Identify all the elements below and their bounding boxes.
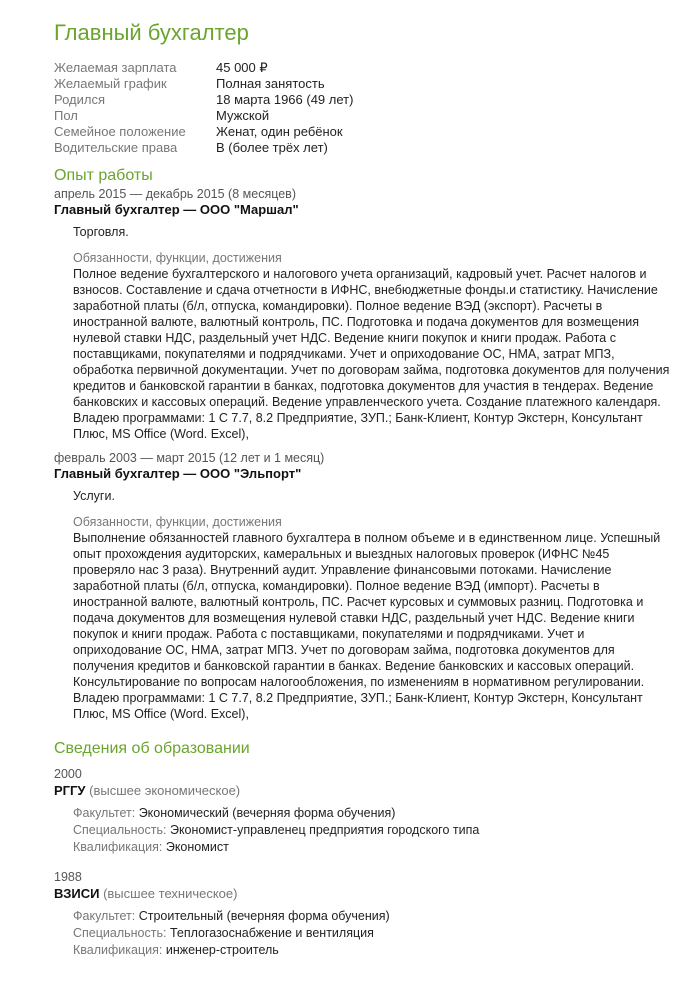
- degree-type: (высшее техническое): [103, 886, 238, 901]
- education-institution: [54, 885, 670, 902]
- detail-value: Строительный (вечерняя форма обучения): [138, 909, 390, 923]
- detail-key: Специальность:: [73, 823, 167, 837]
- info-value: B (более трёх лет): [216, 140, 328, 155]
- detail-key: Специальность:: [73, 926, 167, 940]
- personal-info-table: [54, 60, 353, 156]
- info-value: 45 000 ₽: [216, 60, 268, 75]
- institution-name: РГГУ: [54, 783, 86, 798]
- education-detail: [73, 822, 670, 839]
- institution-name: ВЗИСИ: [54, 886, 100, 901]
- job-entry: [54, 450, 670, 722]
- job-title: Главный бухгалтер — ООО "Эльпорт": [54, 466, 302, 481]
- job-body: [54, 224, 670, 442]
- responsibilities-text: Полное ведение бухгалтерского и налогового учета организаций, кадровый учет. Расчет налогов и взносов. Составление и сдача отчетности в ИФНС, внебюджетные фонды.и статистику. Начисление заработной платы (б/л, отпуска, командировки). Полное ведение ВЭД (экспорт). Расчеты в иностранной валюте, валютный контроль, ПС. Подготовка и подача документов для возмещения нулевой ставки НДС, раздельный учет НДС. Ведение книги покупок и книги продаж. Работа с поставщиками, покупателями и подрядчиками. Учет и оприходование ОС, НМА, затрат МПЗ, обработка первичной документации. Учет по договорам займа, подготовка документов для получения кредитов и банковской гарантии в банках, подготовка документов для участия в тендерах. Ведение банковских и кассовых операций. Ведение управленческого учета. Создание платежного календаря. Владею программами: 1 С 7.7, 8.2 Предприятие, ЗУП.; Банк-Клиент, Контур Экстерн, Консультант Плюс, MS Office (Word. Excel),: [73, 267, 670, 441]
- education-detail: [73, 942, 670, 959]
- responsibilities-heading: Обязанности, функции, достижения: [73, 251, 282, 265]
- detail-key: Квалификация:: [73, 840, 163, 854]
- job-industry: Торговля.: [73, 225, 129, 239]
- detail-value: инженер-строитель: [165, 943, 279, 957]
- info-value: Полная занятость: [216, 76, 325, 91]
- detail-key: Факультет:: [73, 909, 136, 923]
- experience-heading: Опыт работы: [54, 167, 153, 184]
- info-row: [54, 140, 353, 156]
- info-key: Семейное положение: [54, 124, 186, 139]
- education-detail: [73, 925, 670, 942]
- info-key: Родился: [54, 92, 106, 107]
- info-value: Женат, один ребёнок: [216, 124, 343, 139]
- info-value: Мужской: [216, 108, 270, 123]
- info-row: [54, 92, 353, 108]
- detail-value: Экономист: [165, 840, 229, 854]
- education-year: 1988: [54, 870, 82, 884]
- job-period: февраль 2003 — март 2015 (12 лет и 1 месяц): [54, 451, 325, 465]
- job-body: [54, 488, 670, 722]
- info-value: 18 марта 1966 (49 лет): [216, 92, 354, 107]
- education-section: [54, 739, 670, 959]
- info-key: Пол: [54, 108, 78, 123]
- education-heading: Сведения об образовании: [54, 740, 250, 757]
- education-entry: [54, 766, 670, 856]
- education-details: [54, 908, 670, 959]
- education-institution: [54, 782, 670, 799]
- education-detail: [73, 805, 670, 822]
- info-row: [54, 76, 353, 92]
- experience-section: [54, 166, 670, 722]
- education-detail: [73, 839, 670, 856]
- job-entry: [54, 186, 670, 442]
- resume-title: Главный бухгалтер: [54, 20, 249, 45]
- education-entry: [54, 869, 670, 959]
- education-detail: [73, 908, 670, 925]
- job-title: Главный бухгалтер — ООО "Маршал": [54, 202, 299, 217]
- detail-value: Экономист-управленец предприятия городского типа: [169, 823, 480, 837]
- responsibilities-heading: Обязанности, функции, достижения: [73, 515, 282, 529]
- detail-key: Квалификация:: [73, 943, 163, 957]
- education-details: [54, 805, 670, 856]
- info-key: Водительские права: [54, 140, 178, 155]
- detail-value: Экономический (вечерняя форма обучения): [138, 806, 396, 820]
- info-key: Желаемый график: [54, 76, 167, 91]
- info-key: Желаемая зарплата: [54, 60, 177, 75]
- detail-value: Теплогазоснабжение и вентиляция: [169, 926, 374, 940]
- job-industry: Услуги.: [73, 489, 115, 503]
- degree-type: (высшее экономическое): [89, 783, 241, 798]
- info-row: [54, 108, 353, 124]
- info-row: [54, 60, 353, 76]
- job-period: апрель 2015 — декабрь 2015 (8 месяцев): [54, 187, 296, 201]
- info-row: [54, 124, 353, 140]
- responsibilities-text: Выполнение обязанностей главного бухгалтера в полном объеме и в единственном лице. Успешный опыт прохождения аудиторских, камеральных и выездных налоговых проверок (ИФНС №45 проверяло нас 3 раза). Внутренний аудит. Управление финансовыми потоками. Начисление заработной платы (б/л, отпуска, командировки). Полное ведение ВЭД (импорт). Расчеты в иностранной валюте, валютный контроль, ПС. Расчет курсовых и суммовых разниц. Подготовка и подача документов для возмещения нулевой ставки НДС, раздельный учет НДС. Ведение книги покупок и книги продаж. Работа с поставщиками, покупателями и подрядчиками. Учет и оприходование ОС, НМА, затрат МПЗ. Учет по договорам займа, подготовка документов для получения кредитов и банковской гарантии в банках. Ведение банковских и кассовых операций. Консультирование по вопросам налогообложения, по изменениям в нормативном регулировании. Владею программами: 1 С 7.7, 8.2 Предприятие, ЗУП.; Банк-Клиент, Контур Экстерн, Консультант Плюс, MS Office (Word. Excel),: [73, 531, 661, 721]
- education-year: 2000: [54, 767, 82, 781]
- detail-key: Факультет:: [73, 806, 136, 820]
